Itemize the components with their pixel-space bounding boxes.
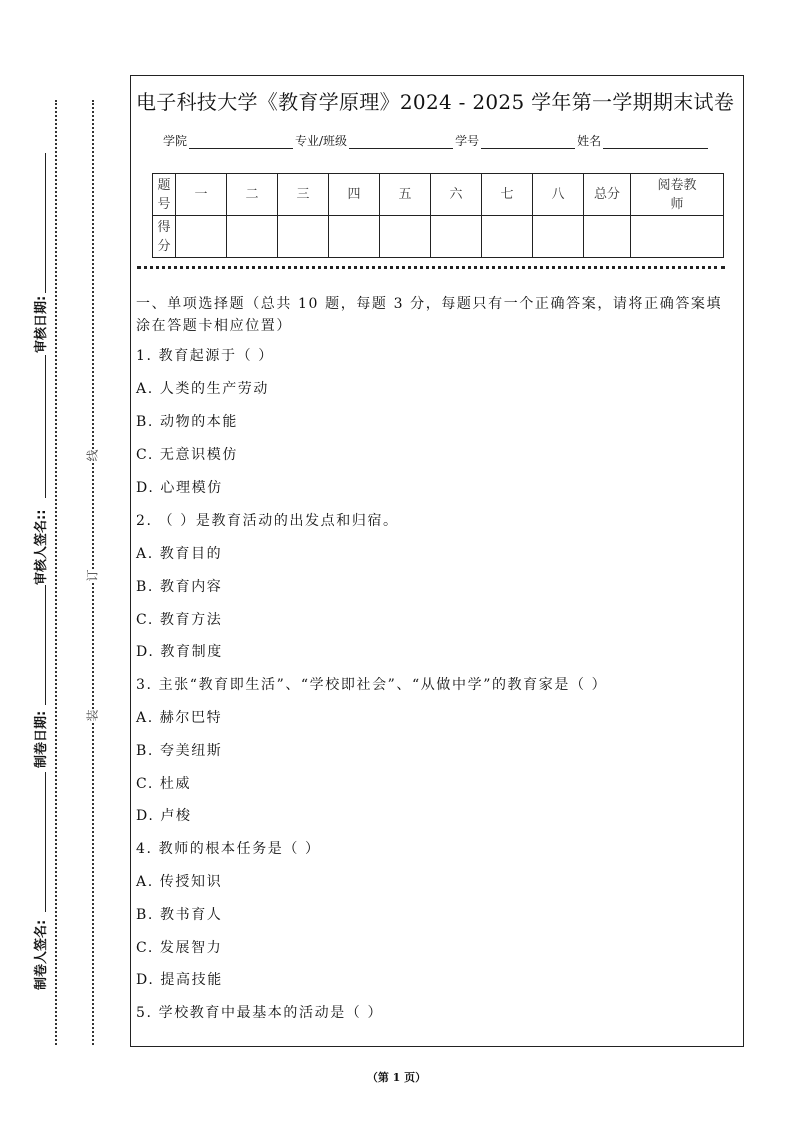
major-class-label: 专业/班级	[295, 134, 348, 148]
option: C. 发展智力	[136, 940, 223, 956]
reviewer-date-label: 审核日期:	[34, 295, 49, 353]
exam-title: 电子科技大学《教育学原理》2024 - 2025 学年第一学期期末试卷	[136, 90, 735, 114]
bind-mark-install: 装	[85, 709, 100, 722]
name-field[interactable]	[603, 134, 708, 149]
dotted-binding-line	[55, 100, 57, 1045]
student-id-label: 学号	[455, 134, 480, 148]
score-cell	[227, 216, 278, 258]
column-header: 四	[329, 174, 380, 216]
score-table	[152, 173, 724, 258]
reviewer-sign-blank	[30, 355, 46, 498]
option: A. 赫尔巴特	[136, 710, 223, 726]
table-row	[153, 216, 724, 258]
option: B. 动物的本能	[136, 414, 238, 430]
signature-margin	[30, 90, 50, 1050]
column-header: 三	[278, 174, 329, 216]
bind-mark-line: 线	[85, 449, 100, 462]
option: C. 无意识模仿	[136, 447, 238, 463]
student-info-row	[163, 132, 710, 149]
score-cell	[482, 216, 533, 258]
column-header: 五	[380, 174, 431, 216]
maker-date-label: 制卷日期:	[34, 710, 49, 768]
row-header-question-no: 题号	[153, 174, 176, 216]
column-header: 七	[482, 174, 533, 216]
column-header: 八	[533, 174, 584, 216]
column-header: 六	[431, 174, 482, 216]
column-header: 阅卷教师	[631, 174, 724, 216]
option: A. 人类的生产劳动	[136, 381, 270, 397]
reviewer-date-blank	[30, 153, 46, 293]
score-cell	[533, 216, 584, 258]
column-header: 二	[227, 174, 278, 216]
score-cell	[431, 216, 482, 258]
question-stem: 5. 学校教育中最基本的活动是（ ）	[136, 1005, 384, 1021]
maker-sign-label: 制卷人签名:	[34, 919, 49, 990]
score-cell	[380, 216, 431, 258]
option: B. 夸美纽斯	[136, 743, 223, 759]
page-number: （第 1 页）	[366, 1071, 427, 1084]
reviewer-sign-label: 审核人签名::	[34, 509, 49, 585]
bind-mark-staple: 订	[85, 569, 100, 582]
score-cell	[584, 216, 631, 258]
column-header: 总分	[584, 174, 631, 216]
college-label: 学院	[163, 134, 188, 148]
option: A. 传授知识	[136, 874, 223, 890]
option: B. 教书育人	[136, 907, 223, 923]
option: C. 教育方法	[136, 612, 223, 628]
name-label: 姓名	[577, 134, 602, 148]
maker-date-blank	[30, 585, 46, 705]
score-cell	[631, 216, 724, 258]
score-cell	[278, 216, 329, 258]
option: A. 教育目的	[136, 546, 223, 562]
score-cell	[329, 216, 380, 258]
row-header-score: 得分	[153, 216, 176, 258]
section-heading-cont: 涂在答题卡相应位置）	[136, 318, 292, 334]
question-stem: 1. 教育起源于（ ）	[136, 348, 274, 364]
student-id-field[interactable]	[481, 134, 575, 149]
option: C. 杜威	[136, 776, 192, 792]
option: D. 提高技能	[136, 972, 223, 988]
option: B. 教育内容	[136, 579, 223, 595]
option: D. 教育制度	[136, 644, 223, 660]
score-cell	[176, 216, 227, 258]
question-stem: 4. 教师的根本任务是（ ）	[136, 841, 321, 857]
table-row	[153, 174, 724, 216]
question-stem: 2. （ ）是教育活动的出发点和归宿。	[136, 513, 399, 529]
maker-sign-blank	[30, 772, 46, 912]
column-header: 一	[176, 174, 227, 216]
major-class-field[interactable]	[349, 134, 453, 149]
college-field[interactable]	[189, 134, 293, 149]
option: D. 卢梭	[136, 808, 192, 824]
question-stem: 3. 主张“教育即生活”、“学校即社会”、“从做中学”的教育家是（ ）	[136, 677, 608, 693]
dotted-separator	[137, 266, 725, 269]
section-heading: 一、单项选择题（总共 10 题，每题 3 分，每题只有一个正确答案，请将正确答案填	[136, 296, 723, 312]
option: D. 心理模仿	[136, 480, 223, 496]
